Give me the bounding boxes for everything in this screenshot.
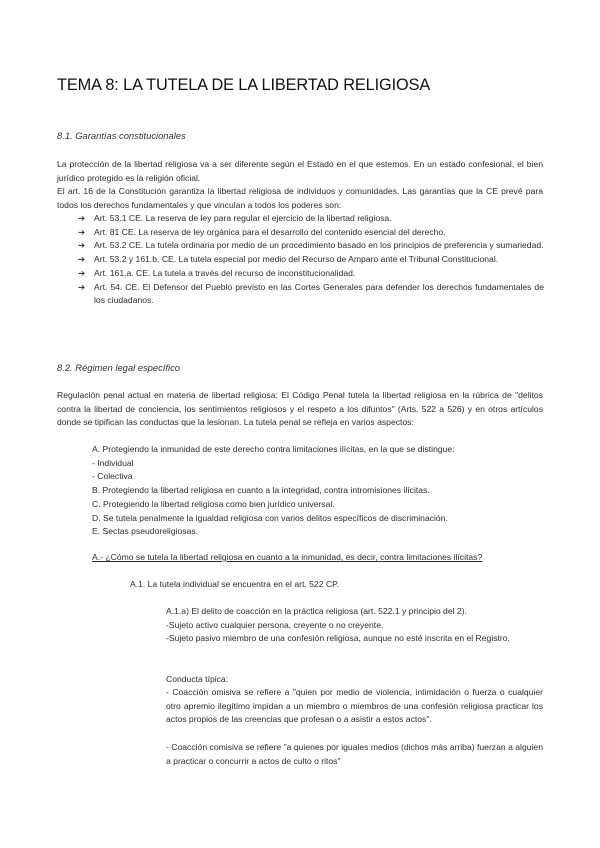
- sujeto-pasivo: -Sujeto pasivo miembro de una confesión religiosa, aunque no esté inscrita en el Registro.: [166, 633, 510, 643]
- list-item: - Colectiva: [92, 471, 133, 482]
- paragraph: La protección de la libertad religiosa va a ser diferente según el Estado en el que estemos. En un estado confesional, el bien jurídico protegido es la religión oficial.: [57, 159, 543, 183]
- arrow-right-icon: ➔: [78, 226, 86, 237]
- arrow-right-icon: ➔: [78, 267, 86, 278]
- list-item: C. Protegiendo la libertad religiosa como bien jurídico universal.: [92, 498, 335, 509]
- paragraph: Regulación penal actual en materia de libertad religiosa: El Código Penal tutela la libertad religiosa en la rúbrica de "delitos contra la libertad de conciencia, los sentimientos religiosos y el respeto a los difuntos" (Arts. 522 a 526) y en otros artículos donde se tipifican las conductas que la lesionan. La tutela penal se refleja en varios aspectos:: [57, 390, 543, 428]
- section-heading-8-2: 8.2. Régimen legal específico: [57, 362, 180, 373]
- list-item: ➔ Art. 81 CE. La reserva de ley orgánica para el desarrollo del contenido esencial del derecho.: [78, 226, 544, 240]
- list-item: A. Protegiendo la inmunidad de este derecho contra limitaciones ilícitas, en la que se distingue:: [92, 444, 455, 454]
- guarantees-list: [78, 212, 544, 308]
- subheading-a1: A.1. La tutela individual se encuentra en el art. 522 CP.: [130, 579, 340, 589]
- arrow-right-icon: ➔: [78, 254, 86, 265]
- list-item: ➔ Art. 54. CE. El Defensor del Pueblo previsto en las Cortes Generales para defender los derechos fundamentales de los ciudadanos.: [78, 281, 544, 306]
- list-item: B. Protegiendo la libertad religiosa en cuanto a la integridad, contra intromisiones ilícitas.: [92, 485, 430, 496]
- coaccion-comisiva: - Coacción comisiva se refiere "a quienes por iguales medios (dichos más arriba) fuerzan a alguien a practicar o concurrir a actos de culto o ritos": [166, 742, 543, 766]
- paragraph: El art. 16 de la Constitución garantiza la libertad religiosa de individuos y comunidades. Las garantías que la CE prevé para todos los derechos fundamentales y que vinculan a todos los poderes son:: [57, 186, 543, 210]
- subheading-a1a: A.1.a) El delito de coacción en la práctica religiosa (art. 522.1 y principio del 2).: [166, 606, 467, 616]
- conducta-heading: Conducta típica:: [166, 674, 229, 684]
- aspects-list: [92, 443, 455, 539]
- question-heading: A.- ¿Cómo se tutela la libertad religiosa en cuanto a la inmunidad, es decir, contra limitaciones ilícitas?: [92, 552, 483, 562]
- list-item: ➔ Art. 53.2 CE. La tutela ordinaria por medio de un procedimiento basado en los principios de preferencia y sumariedad.: [78, 239, 544, 253]
- sujeto-activo: -Sujeto activo cualquier persona, creyente o no creyente.: [166, 620, 384, 630]
- page-title: TEMA 8: LA TUTELA DE LA LIBERTAD RELIGIOSA: [57, 76, 431, 94]
- list-item: E. Sectas pseudoreligiosas.: [92, 526, 199, 537]
- list-item: D. Se tutela penalmente la igualdad religiosa con varios delitos específicos de discriminación.: [92, 512, 448, 523]
- section-heading-8-1: 8.1. Garantías constitucionales: [57, 130, 186, 141]
- list-item: ➔ Art. 161.a. CE. La tutela a través del recurso de inconstitucionalidad.: [78, 267, 544, 281]
- arrow-right-icon: ➔: [78, 240, 86, 251]
- coaccion-omisiva: - Coacción omisiva se refiere a "quien por medio de violencia, intimidación o fuerza o cualquier otro apremio ilegítimo impidan a un miembro o miembros de una confesión religiosa practicar los actos propios de las creencias que profesan o a asistir a estos actos".: [166, 687, 543, 725]
- list-item: ➔ Art. 53.2 y 161.b. CE. La tutela especial por medio del Recurso de Amparo ante el Tribunal Constitucional.: [78, 253, 544, 267]
- list-item: ➔ Art. 53.1 CE. La reserva de ley para regular el ejercicio de la libertad religiosa.: [78, 212, 544, 226]
- arrow-right-icon: ➔: [78, 281, 86, 292]
- arrow-right-icon: ➔: [78, 213, 86, 223]
- list-item: - Individual: [92, 457, 134, 468]
